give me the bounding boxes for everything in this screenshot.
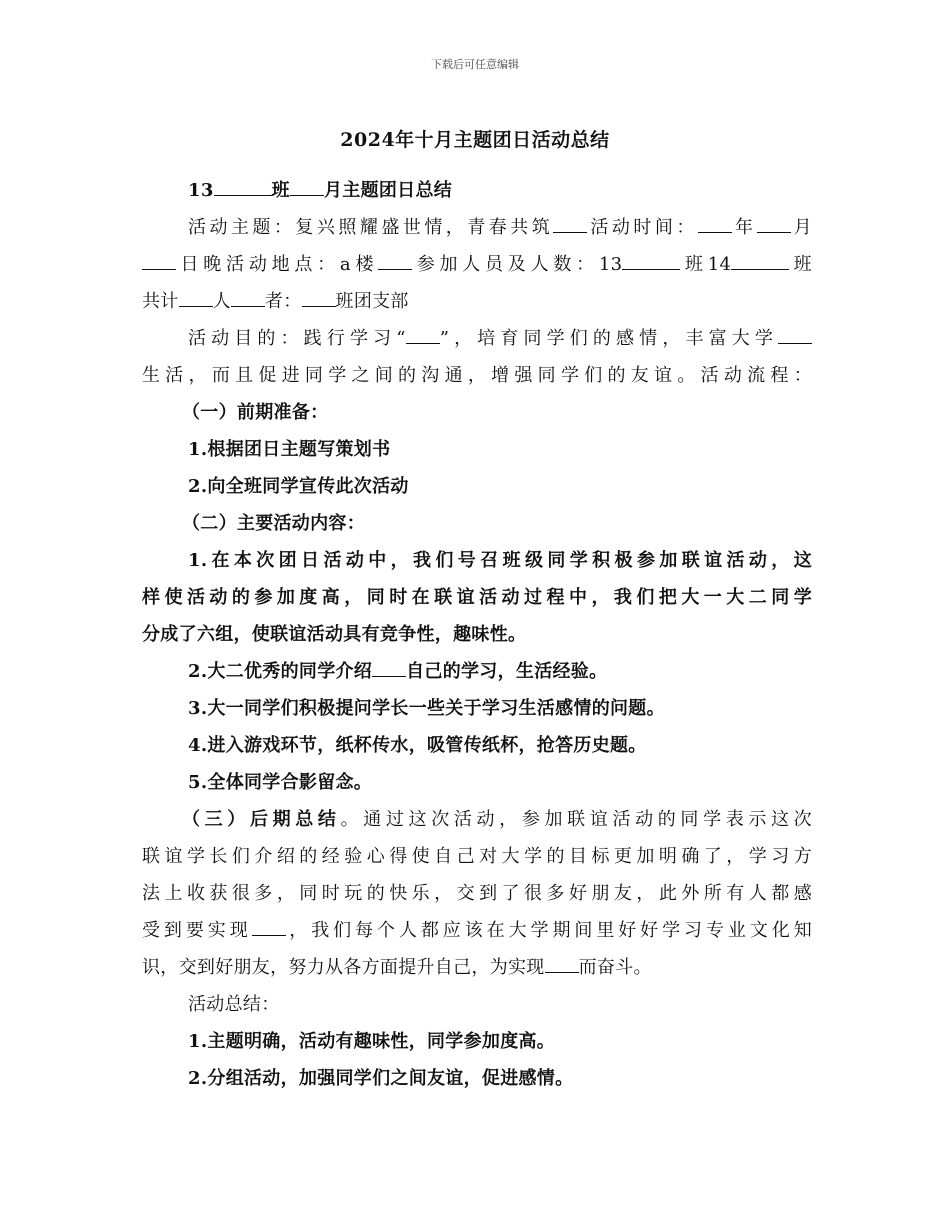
conclusion-item-2: 2.分组活动，加强同学们之间友谊，促进感情。: [188, 1068, 574, 1089]
text: 识，交到好朋友，努力从各方面提升自己，为实现: [142, 957, 545, 978]
summary-para-start: [182, 805, 812, 831]
text: 日晚活动地点：a楼: [176, 254, 379, 275]
main-item-1-end: 分成了六组，使联谊活动具有竞争性，趣味性。: [142, 624, 527, 645]
text: 月: [790, 217, 812, 238]
participants-line: [142, 287, 812, 313]
summary-para-line: 联谊学长们介绍的经验心得使自己对大学的目标更加明确了，学习方: [142, 846, 812, 867]
text: 月主题团日总结: [323, 180, 453, 201]
blank-line: [214, 177, 272, 196]
text: 年: [731, 217, 757, 238]
blank-line: [545, 954, 579, 973]
text: 班: [789, 254, 812, 275]
conclusion-heading: 活动总结：: [188, 994, 280, 1015]
text: 者：: [264, 291, 302, 312]
blank-line: [372, 658, 406, 677]
location-line: [142, 250, 812, 276]
prep-item-1: 1.根据团日主题写策划书: [188, 439, 391, 460]
summary-para-line: 法上收获很多，同时玩的快乐，交到了很多好朋友，此外所有人都感: [142, 883, 812, 904]
main-item-3: 3.大一同学们积极提问学长一些关于学习生活感情的问题。: [188, 698, 665, 719]
text: 班团支部: [335, 291, 409, 312]
text: 自己的学习，生活经验。: [406, 661, 608, 682]
blank-line: [378, 251, 412, 270]
text: 参加人员及人数：13: [412, 254, 623, 275]
blank-line: [179, 288, 213, 307]
page-header-note: 下载后可任意编辑: [431, 58, 519, 71]
section-heading-summary: （三）后期总结: [182, 809, 341, 830]
text: ”，培育同学们的感情，丰富大学: [439, 328, 779, 349]
blank-line: [622, 251, 680, 270]
text: 活动时间：: [587, 217, 698, 238]
text: ，我们每个人都应该在大学期间里好好学习专业文化知: [285, 920, 812, 941]
main-item-4: 4.进入游戏环节，纸杯传水，吸管传纸杯，抢答历史题。: [188, 735, 647, 756]
prep-item-2: 2.向全班同学宣传此次活动: [188, 476, 409, 497]
text: 2.大二优秀的同学介绍: [188, 661, 373, 682]
main-item-1: 1.在本次团日活动中，我们号召班级同学积极参加联谊活动，这: [188, 550, 812, 571]
blank-line: [553, 214, 587, 233]
blank-line: [778, 325, 812, 344]
subtitle-line: [188, 176, 452, 202]
text: 班14: [680, 254, 732, 275]
text: 活动主题：复兴照耀盛世情，青春共筑: [188, 217, 554, 238]
section-heading-prep: （一）前期准备：: [182, 402, 329, 423]
blank-line: [302, 288, 336, 307]
summary-para-end: [142, 953, 652, 979]
blank-line: [406, 325, 440, 344]
main-item-2: [188, 657, 607, 683]
summary-para-line: [142, 916, 812, 942]
blank-line: [731, 251, 789, 270]
main-item-1-cont: 样使活动的参加度高，同时在联谊活动过程中，我们把大一大二同学: [142, 587, 812, 608]
purpose-line: [188, 324, 812, 350]
blank-line: [252, 917, 286, 936]
theme-line: [188, 213, 812, 239]
text: 共计: [142, 291, 179, 312]
text: 。通过这次活动，参加联谊活动的同学表示这次: [340, 809, 812, 830]
document-title: 2024年十月主题团日活动总结: [340, 129, 610, 151]
text: 班: [271, 180, 290, 201]
text: 而奋斗。: [578, 957, 652, 978]
conclusion-item-1: 1.主题明确，活动有趣味性，同学参加度高。: [188, 1031, 556, 1052]
text: 活动目的：践行学习“: [188, 328, 406, 349]
purpose-line-2: 生活，而且促进同学之间的沟通，增强同学们的友谊。活动流程：: [142, 365, 812, 386]
blank-line: [698, 214, 732, 233]
text: 人: [212, 291, 231, 312]
blank-line: [142, 251, 176, 270]
blank-line: [290, 177, 324, 196]
main-item-5: 5.全体同学合影留念。: [188, 772, 373, 793]
blank-line: [231, 288, 265, 307]
section-heading-main: （二）主要活动内容：: [182, 513, 365, 534]
text: 13: [188, 180, 214, 201]
blank-line: [757, 214, 791, 233]
text: 受到要实现: [142, 920, 252, 941]
